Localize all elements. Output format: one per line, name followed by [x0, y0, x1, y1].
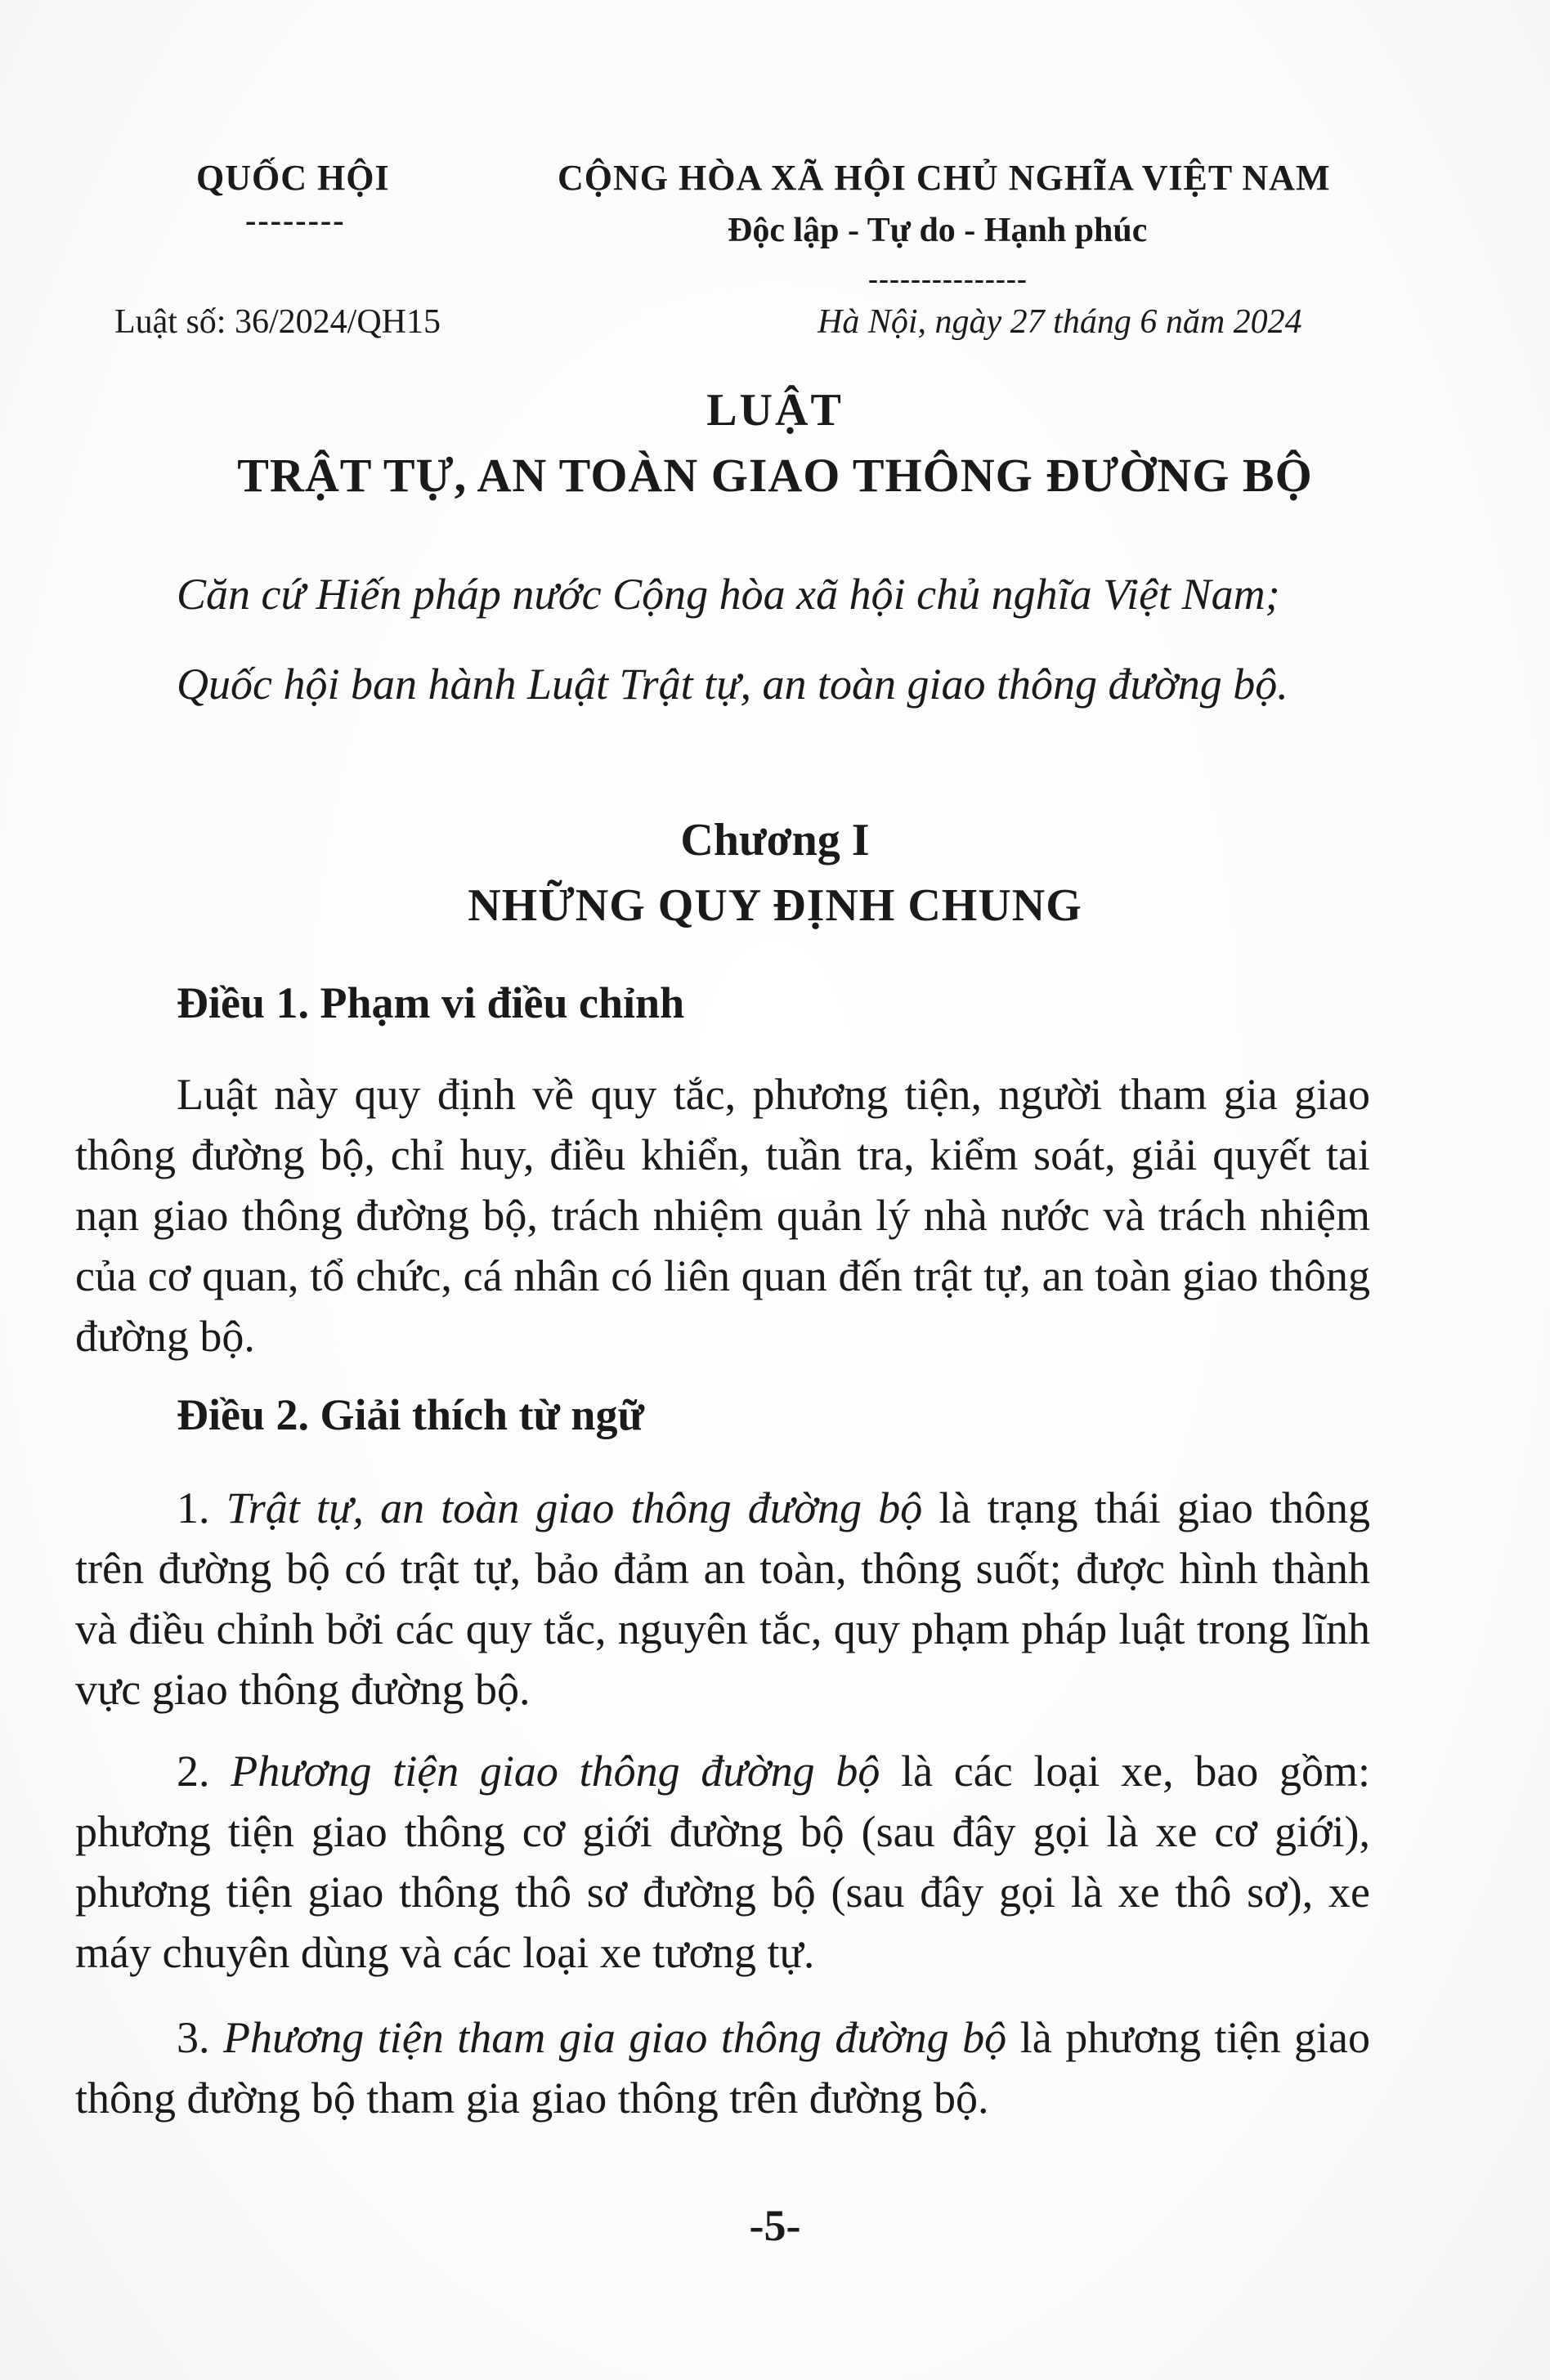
issuing-agency: QUỐC HỘI [196, 158, 390, 198]
article-1-heading: Điều 1. Phạm vi điều chỉnh [177, 978, 685, 1027]
chapter-title: NHỮNG QUY ĐỊNH CHUNG [468, 880, 1082, 931]
page-number: -5- [749, 2201, 801, 2250]
law-title: TRẬT TỰ, AN TOÀN GIAO THÔNG ĐƯỜNG BỘ [237, 449, 1313, 502]
place-date: Hà Nội, ngày 27 tháng 6 năm 2024 [818, 303, 1302, 341]
definition-item [75, 2007, 1370, 2128]
definition-item [75, 1478, 1370, 1720]
legal-basis: Căn cứ Hiến pháp nước Cộng hòa xã hội chủ nghĩa Việt Nam; [177, 570, 1280, 619]
item-number: 1. [177, 1483, 210, 1532]
republic-name: CỘNG HÒA XÃ HỘI CHỦ NGHĨA VIỆT NAM [558, 158, 1331, 198]
national-motto: Độc lập - Tự do - Hạnh phúc [728, 212, 1148, 249]
motto-rule: --------------- [868, 262, 1028, 295]
law-number: Luật số: 36/2024/QH15 [114, 303, 441, 341]
definition-text: là trạng thái giao thông trên đường bộ có trật tự, bảo đảm an toàn, thông suốt; được hình thành và điều chỉnh bởi các quy tắc, nguyên tắc, quy phạm pháp luật trong lĩnh vực giao thông đường bộ. [75, 1483, 1371, 1714]
defined-term: Phương tiện tham gia giao thông đường bộ [223, 2013, 1007, 2062]
definition-item [75, 1741, 1370, 1983]
item-number: 2. [177, 1747, 210, 1796]
item-number: 3. [177, 2013, 210, 2062]
article-2-heading: Điều 2. Giải thích từ ngữ [177, 1390, 644, 1439]
enactment-clause: Quốc hội ban hành Luật Trật tự, an toàn giao thông đường bộ. [177, 660, 1288, 709]
article-1-text: Luật này quy định về quy tắc, phương tiện, người tham gia giao thông đường bộ, chỉ huy, điều khiển, tuần tra, kiểm soát, giải quyết tai nạn giao thông đường bộ, trách nhiệm quản lý nhà nước và trách nhiệm của cơ quan, tổ chức, cá nhân có liên quan đến trật tự, an toàn giao thông đường bộ. [75, 1070, 1370, 1361]
agency-rule: -------- [245, 202, 346, 239]
definition-text: là phương tiện giao thông đường bộ tham gia giao thông trên đường bộ. [75, 2013, 1371, 2123]
definition-text: là các loại xe, bao gồm: phương tiện giao thông cơ giới đường bộ (sau đây gọi là xe cơ giới), phương tiện giao thông thô sơ đường bộ (sau đây gọi là xe thô sơ), xe máy chuyên dùng và các loại xe tương tự. [75, 1747, 1371, 1977]
defined-term: Trật tự, an toàn giao thông đường bộ [226, 1483, 923, 1532]
document-type: LUẬT [706, 385, 844, 436]
defined-term: Phương tiện giao thông đường bộ [231, 1747, 880, 1796]
chapter-number: Chương I [680, 815, 870, 866]
